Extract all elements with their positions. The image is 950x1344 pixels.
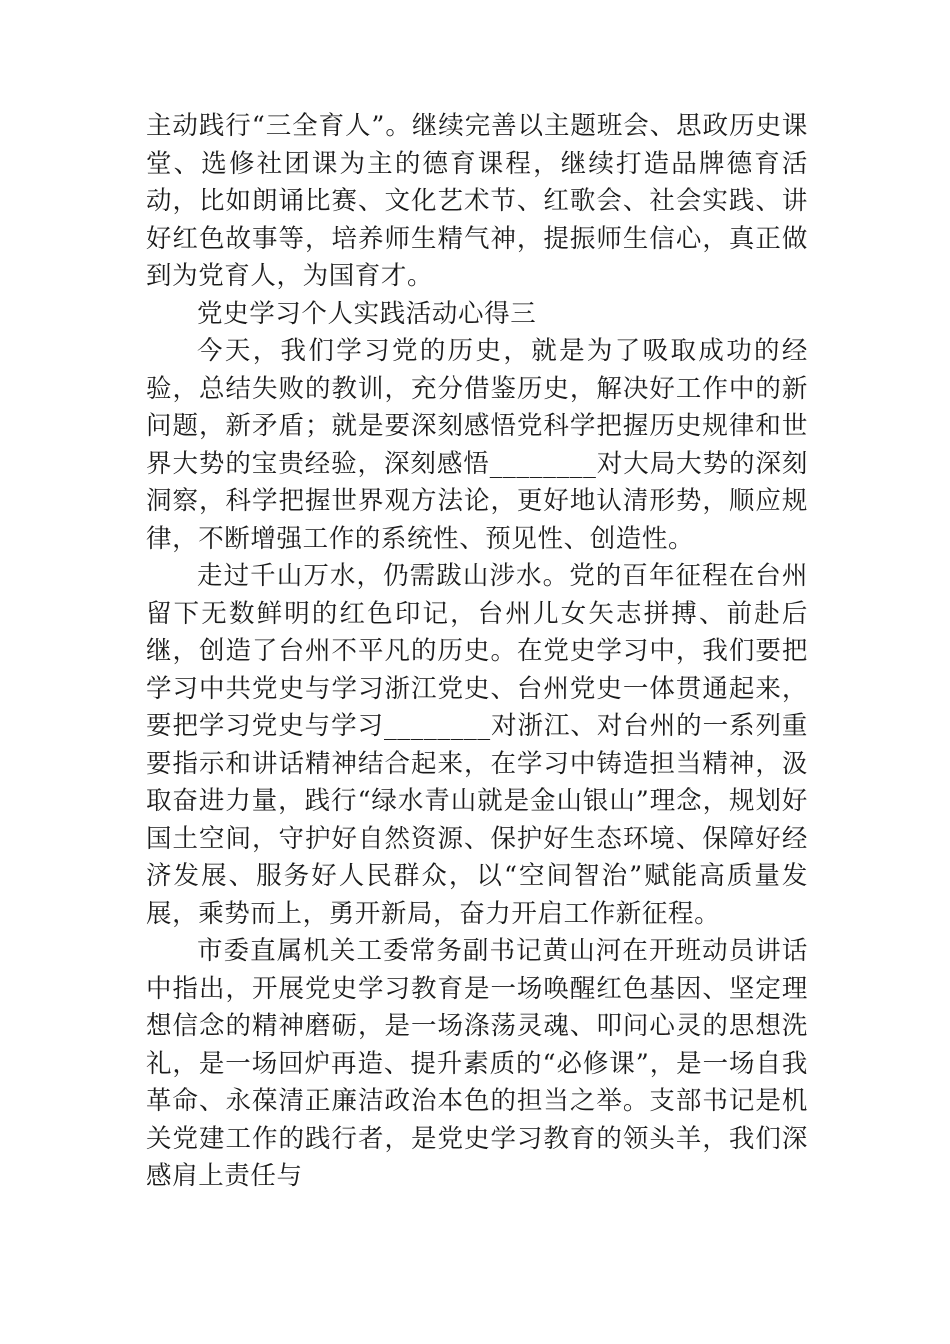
document-body: [146, 108, 808, 1196]
section-heading: 党史学习个人实践活动心得三: [197, 298, 537, 329]
paragraph: 今天，我们学习党的历史，就是为了吸取成功的经验，总结失败的教训，充分借鉴历史，解决好工作中的新问题，新矛盾；就是要深刻感悟党科学把握历史规律和世界大势的宝贵经验，深刻感悟________对大局大势的深刻洞察，科学把握世界观方法论，更好地认清形势，顺应规律，不断增强工作的系统性、预见性、创造性。: [146, 336, 808, 554]
paragraph: 市委直属机关工委常务副书记黄山河在开班动员讲话中指出，开展党史学习教育是一场唤醒红色基因、坚定理想信念的精神磨砺，是一场涤荡灵魂、叩问心灵的思想洗礼，是一场回炉再造、提升素质的“必修课”，是一场自我革命、永葆清正廉洁政治本色的担当之举。支部书记是机关党建工作的践行者，是党史学习教育的领头羊，我们深感肩上责任与: [146, 936, 808, 1191]
paragraph: 走过千山万水，仍需跋山涉水。党的百年征程在台州留下无数鲜明的红色印记，台州儿女矢志拼搏、前赴后继，创造了台州不平凡的历史。在党史学习中，我们要把学习中共党史与学习浙江党史、台州党史一体贯通起来，要把学习党史与学习________对浙江、对台州的一系列重要指示和讲话精神结合起来，在学习中铸造担当精神，汲取奋进力量，践行“绿水青山就是金山银山”理念，规划好国土空间，守护好自然资源、保护好生态环境、保障好经济发展、服务好人民群众，以“空间智治”赋能高质量发展，乘势而上，勇开新局，奋力开启工作新征程。: [146, 561, 808, 929]
paragraph-continuation: 主动践行“三全育人”。继续完善以主题班会、思政历史课堂、选修社团课为主的德育课程，继续打造品牌德育活动，比如朗诵比赛、文化艺术节、红歌会、社会实践、讲好红色故事等，培养师生精气神，提振师生信心，真正做到为党育人，为国育才。: [146, 111, 808, 291]
